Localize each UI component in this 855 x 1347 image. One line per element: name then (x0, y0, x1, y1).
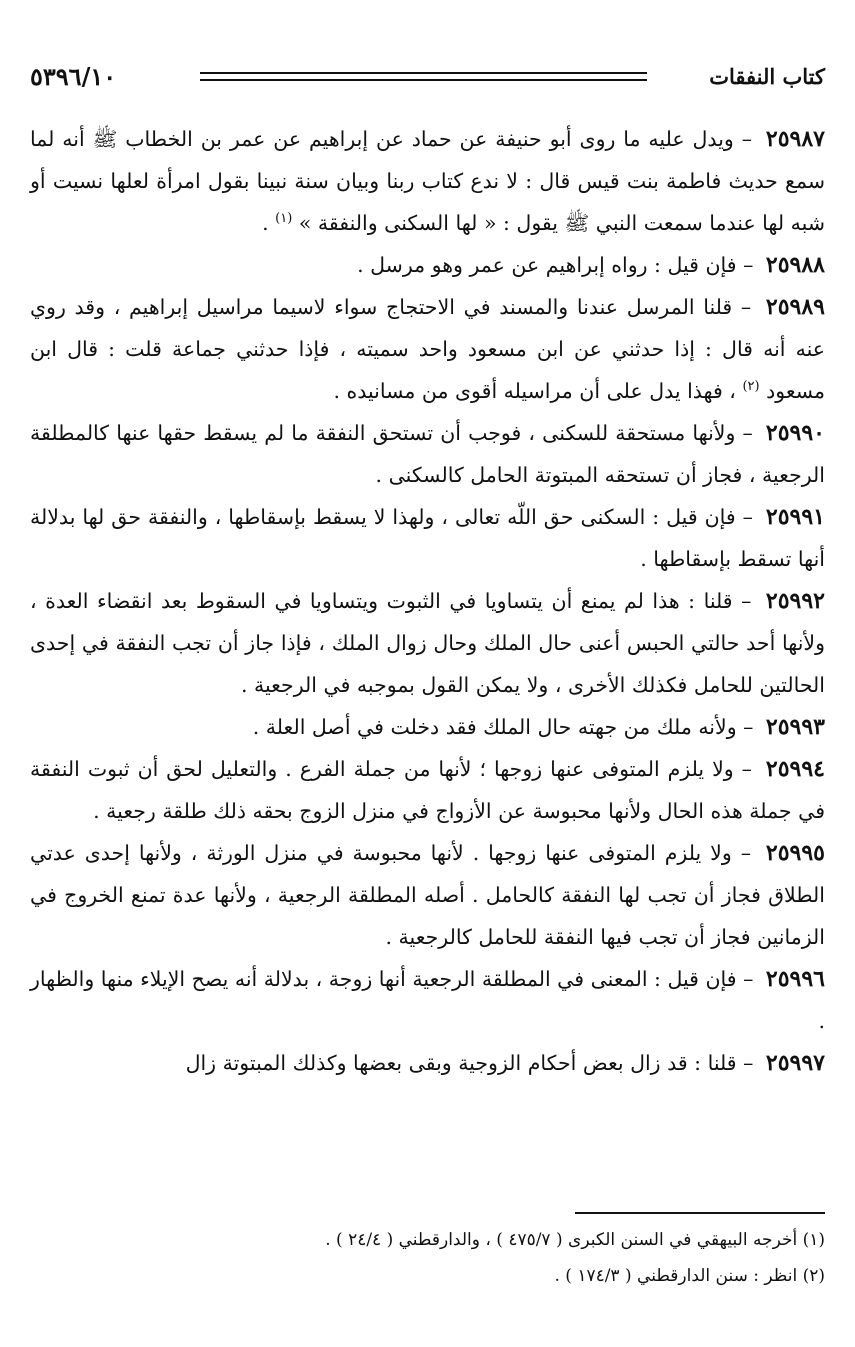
paragraph-tail: . (262, 211, 276, 235)
paragraph-text: – قلنا : قد زال بعض أحكام الزوجية وبقى بعضها وكذلك المبتوتة زال (185, 1051, 754, 1075)
footnote: (١) أخرجه البيهقي في السنن الكبرى ( ٤٧٥/٧ ) ، والدارقطني ( ٢٤/٤ ) . (325, 1230, 825, 1250)
paragraph-text: – ولأنها مستحقة للسكنى ، فوجب أن تستحق النفقة ما لم يسقط حقها عنها كالمطلقة الرجعية ، فجاز أن تستحقه المبتوتة الحامل كالسكنى . (30, 421, 825, 487)
paragraph (30, 832, 825, 958)
paragraph (30, 1042, 825, 1084)
paragraph (30, 706, 825, 748)
paragraph-number: ٢٥٩٩٦ (765, 966, 825, 992)
footnotes (30, 1222, 825, 1294)
page-number: ٥٣٩٦/١٠ (30, 62, 117, 91)
paragraph-text: – ويدل عليه ما روى أبو حنيفة عن حماد عن إبراهيم عن عمر بن الخطاب ﷺ أنه لما سمع حديث فاطمة بنت قيس قال : لا ندع كتاب ربنا وبيان سنة نبينا بقول امرأة لعلها نسيت أو شبه لها عندما سمعت النبي ﷺ يقول : « لها السكنى والنفقة » (30, 127, 825, 235)
paragraph-text: – قلنا المرسل عندنا والمسند في الاحتجاج سواء لاسيما مراسيل إبراهيم ، وقد روي عنه أنه قال : إذا حدثني عن ابن مسعود واحد سميته ، فإذا حدثني جماعة قلت : قال ابن مسعود (30, 295, 825, 403)
paragraph-text: – فإن قيل : رواه إبراهيم عن عمر وهو مرسل . (357, 253, 754, 277)
paragraph-number: ٢٥٩٩٤ (765, 756, 825, 782)
paragraph (30, 244, 825, 286)
paragraph (30, 748, 825, 832)
header-rule (200, 72, 647, 81)
paragraph (30, 580, 825, 706)
paragraph-number: ٢٥٩٩١ (765, 504, 825, 530)
paragraph-number: ٢٥٩٩٠ (765, 420, 825, 446)
paragraph (30, 286, 825, 412)
footnote-separator (575, 1212, 825, 1214)
paragraph-text: – فإن قيل : المعنى في المطلقة الرجعية أنها زوجة ، بدلالة أنه يصح الإيلاء منها والظهار . (29, 967, 825, 1033)
paragraph (30, 958, 825, 1042)
paragraph (30, 412, 825, 496)
page-header (30, 62, 825, 92)
main-text (30, 118, 825, 1084)
paragraph-number: ٢٥٩٨٧ (765, 126, 825, 152)
paragraph-number: ٢٥٩٨٨ (765, 252, 825, 278)
chapter-title: كتاب النفقات (709, 64, 825, 89)
paragraph-text: – ولأنه ملك من جهته حال الملك فقد دخلت في أصل العلة . (252, 715, 754, 739)
paragraph-number: ٢٥٩٩٢ (765, 588, 825, 614)
paragraph-number: ٢٥٩٩٧ (765, 1050, 825, 1076)
paragraph-number: ٢٥٩٩٥ (765, 840, 825, 866)
footnote-ref[interactable]: (٢) (742, 379, 760, 395)
paragraph (30, 496, 825, 580)
paragraph-text: – قلنا : هذا لم يمنع أن يتساويا في الثبوت ويتساويا في السقوط بعد انقضاء العدة ، ولأنها أحد حالتي الحبس أعنى حال الملك وحال زوال الملك ، فإذا جاز أن تجب النفقة في إحدى الحالتين للحامل فكذلك الأخرى ، ولا يمكن القول بموجبه في الرجعية . (30, 589, 825, 697)
paragraph-number: ٢٥٩٨٩ (765, 294, 825, 320)
footnote: (٢) انظر : سنن الدارقطني ( ١٧٤/٣ ) . (554, 1266, 825, 1286)
paragraph-number: ٢٥٩٩٣ (765, 714, 825, 740)
paragraph (30, 118, 825, 244)
paragraph-text: – ولا يلزم المتوفى عنها زوجها ؛ لأنها من جملة الفرع . والتعليل لحق أن ثبوت النفقة في جملة هذه الحال ولأنها محبوسة عن الأزواج في منزل الزوج بحقه ذلك طلقة رجعية . (30, 757, 825, 823)
footnote-ref[interactable]: (١) (275, 211, 293, 227)
paragraph-text: – ولا يلزم المتوفى عنها زوجها . لأنها محبوسة في منزل الورثة ، ولأنها إحدى عدتي الطلاق فجاز أن تجب لها النفقة كالحامل . أصله المطلقة الرجعية ، ولأنها عدة تمنع الخروج في الزمانين فجاز أن تجب فيها النفقة للحامل كالرجعية . (30, 841, 825, 949)
paragraph-text: – فإن قيل : السكنى حق اللّه تعالى ، ولهذا لا يسقط بإسقاطها ، والنفقة حق لها بدلالة أنها تسقط بإسقاطها . (30, 505, 825, 571)
paragraph-tail: ، فهذا يدل على أن مراسيله أقوى من مسانيده . (333, 379, 743, 403)
